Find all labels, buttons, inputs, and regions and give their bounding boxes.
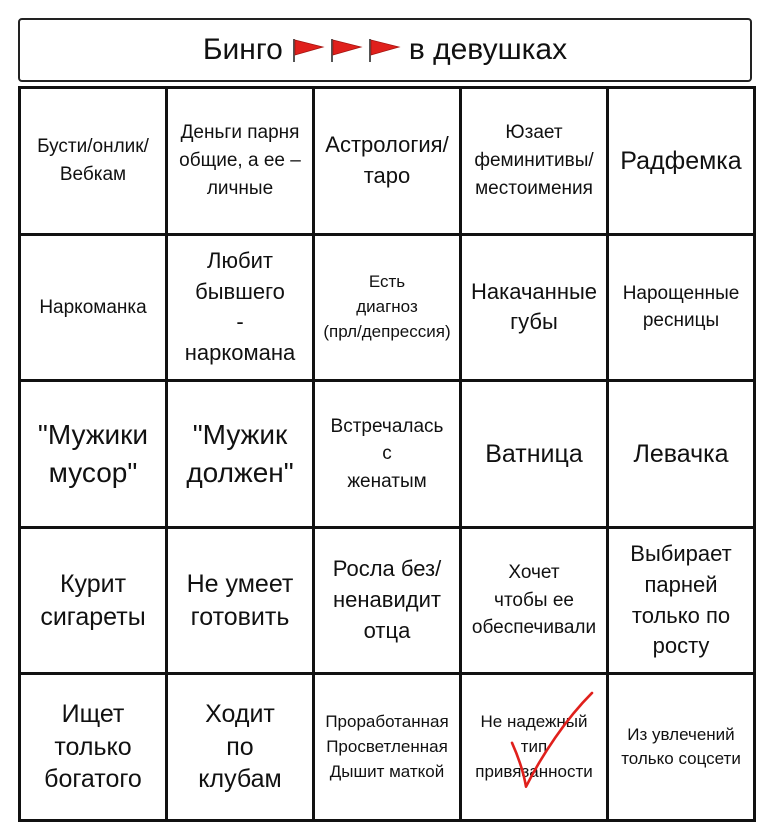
bingo-cell-text: Радфемка [620, 146, 742, 175]
bingo-cell[interactable] [168, 529, 312, 673]
bingo-cell[interactable] [21, 89, 165, 233]
bingo-cell[interactable] [609, 382, 753, 526]
bingo-cell[interactable] [21, 382, 165, 526]
bingo-cell[interactable] [609, 236, 753, 380]
bingo-cell[interactable] [462, 382, 606, 526]
bingo-cell-text: Любит бывшего - наркомана [184, 247, 296, 366]
bingo-cell-text: Деньги парня общие, а ее – личные [179, 122, 301, 199]
bingo-cell[interactable] [462, 89, 606, 233]
bingo-cell[interactable] [168, 675, 312, 819]
red-flag-icon [291, 37, 325, 63]
bingo-cell-text: Ватница [485, 439, 583, 468]
bingo-cell-text: Росла без/ ненавидит отца [332, 556, 442, 643]
bingo-cell[interactable] [609, 675, 753, 819]
bingo-cell-text: Не умеет готовить [186, 570, 294, 631]
bingo-cell-text: "Мужики мусор" [37, 419, 149, 488]
bingo-cell-text: Не надежный тип привязанности [475, 712, 593, 781]
bingo-cell-text: Бусти/онлик/ Вебкам [37, 136, 149, 185]
bingo-cell-text: Ходит по клубам [198, 700, 282, 794]
bingo-cell[interactable] [21, 675, 165, 819]
bingo-cell-text: Встречалась с женатым [330, 415, 444, 492]
bingo-cell[interactable] [168, 382, 312, 526]
bingo-grid [18, 86, 756, 822]
bingo-cell[interactable] [462, 675, 606, 819]
bingo-cell-text: Астрология/ таро [325, 132, 449, 188]
bingo-cell-text: Из увлечений только соцсети [621, 724, 741, 769]
bingo-cell[interactable] [609, 89, 753, 233]
bingo-cell[interactable] [462, 236, 606, 380]
bingo-cell[interactable] [609, 529, 753, 673]
bingo-cell[interactable] [168, 89, 312, 233]
red-flag-icon [329, 37, 363, 63]
bingo-cell-text: Хочет чтобы ее обеспечивали [471, 562, 597, 639]
bingo-cell[interactable] [21, 529, 165, 673]
bingo-cell-text: Проработанная Просветленная Дышит маткой [325, 712, 449, 781]
red-flag-icon [367, 37, 401, 63]
bingo-cell[interactable] [21, 236, 165, 380]
bingo-cell-text: Выбирает парней только по росту [630, 541, 732, 659]
bingo-cell-text: Наркоманка [39, 296, 147, 318]
bingo-cell-text: Юзает феминитивы/ местоимения [474, 122, 594, 199]
title-box [18, 18, 752, 82]
bingo-cell-text: Ищет только богатого [44, 700, 142, 794]
bingo-cell[interactable] [315, 529, 459, 673]
page-title [203, 33, 567, 67]
bingo-cell[interactable] [315, 89, 459, 233]
bingo-cell-text: "Мужик должен" [186, 419, 294, 488]
bingo-cell-text: Курит сигареты [40, 570, 146, 631]
bingo-cell[interactable] [462, 529, 606, 673]
flags-group [289, 37, 403, 63]
bingo-cell[interactable] [315, 382, 459, 526]
bingo-cell-text: Нарощенные ресницы [622, 282, 740, 332]
title-text-after: в девушках [408, 33, 568, 66]
bingo-cell-text: Левачка [633, 439, 729, 468]
bingo-cell[interactable] [168, 236, 312, 380]
bingo-cell-text: Есть диагноз (прл/депрессия) [323, 272, 451, 341]
title-text-before: Бинго [202, 33, 283, 66]
bingo-cell[interactable] [315, 675, 459, 819]
bingo-cell[interactable] [315, 236, 459, 380]
bingo-cell-text: Накачанные губы [470, 278, 598, 335]
